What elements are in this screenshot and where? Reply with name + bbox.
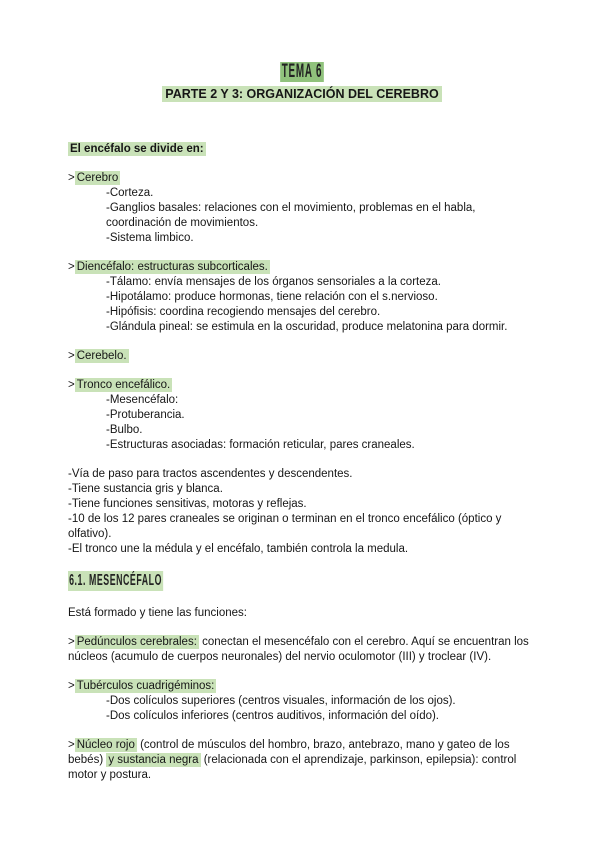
list-item: -Dos colículos inferiores (centros auditivos, información del oído).: [106, 710, 440, 722]
section-tronco: [68, 378, 536, 453]
list-item: -Dos colículos superiores (centros visuales, información de los ojos).: [106, 695, 456, 707]
intro-heading-line: [68, 142, 536, 157]
para-nucleo-text: [68, 738, 536, 783]
para-nucleo: [68, 738, 536, 783]
para-pedunculos: [68, 635, 536, 665]
section-cerebelo-label: Cerebelo.: [76, 350, 127, 362]
list-marker: >: [68, 261, 75, 273]
list-marker: >: [68, 636, 75, 648]
list-marker: >: [68, 172, 75, 184]
section-cerebro-head: [68, 171, 536, 186]
section-tronco-label: Tronco encefálico.: [76, 379, 171, 391]
section-cerebelo-head: [68, 349, 536, 364]
section-61-heading-line: [68, 571, 536, 592]
section-61-intro-block: [68, 606, 536, 621]
list-marker: >: [68, 680, 75, 692]
list-item: -Glándula pineal: se estimula en la oscuridad, produce melatonina para dormir.: [106, 321, 508, 333]
section-diencefalo-label: Diencéfalo: estructuras subcorticales.: [76, 261, 268, 273]
list-item: -Hipófisis: coordina recogiendo mensajes del cerebro.: [106, 306, 381, 318]
section-diencefalo-head: [68, 260, 536, 275]
list-marker: >: [68, 350, 75, 362]
list-item: -Bulbo.: [106, 424, 143, 436]
list-marker: >: [68, 739, 75, 751]
section-tuberculos-head: [68, 679, 536, 694]
nucleo-body-1: (control de músculos del hombro, brazo, antebrazo, mano y gateo de los bebés): [68, 739, 510, 766]
list-item: -Sistema limbico.: [106, 232, 194, 244]
note-line: -Tiene funciones sensitivas, motoras y reflejas.: [68, 498, 307, 510]
intro-heading-block: [68, 142, 536, 157]
note-line: -Tiene sustancia gris y blanca.: [68, 483, 223, 495]
doc-title-line: [68, 62, 536, 84]
note-line: -El tronco une la médula y el encéfalo, también controla la medula.: [68, 543, 409, 555]
doc-subtitle: PARTE 2 Y 3: ORGANIZACIÓN DEL CEREBRO: [162, 86, 441, 102]
section-cerebro: [68, 171, 536, 246]
section-tronco-head: [68, 378, 536, 393]
nucleo-rojo-label: Núcleo rojo: [76, 739, 135, 751]
section-cerebelo: [68, 349, 536, 364]
section-61-intro: Está formado y tiene las funciones:: [68, 607, 247, 619]
pedunculos-label: Pedúnculos cerebrales:: [76, 636, 197, 648]
list-item: -Ganglios basales: relaciones con el movimiento, problemas en el habla, coordinación de movimientos.: [106, 202, 476, 229]
list-item: -Corteza.: [106, 187, 154, 199]
list-item: -Hipotálamo: produce hormonas, tiene relación con el s.nervioso.: [106, 291, 438, 303]
list-item: -Mesencéfalo:: [106, 394, 179, 406]
tuberculos-label: Tubérculos cuadrigéminos:: [76, 680, 215, 692]
tronco-notes: [68, 467, 536, 557]
note-line: -10 de los 12 pares craneales se originan o terminan en el tronco encefálico (óptico y olfativo).: [68, 513, 502, 540]
section-tuberculos: [68, 679, 536, 724]
section-cerebro-label: Cerebro: [76, 172, 119, 184]
nucleo-body-2: (relacionada con el aprendizaje, parkinson, epilepsia): control motor y postura.: [68, 754, 517, 781]
list-item: -Estructuras asociadas: formación reticular, pares craneales.: [106, 439, 415, 451]
para-pedunculos-text: [68, 635, 536, 665]
sustancia-negra-label: y sustancia negra: [108, 754, 199, 766]
intro-heading: El encéfalo se divide en:: [70, 143, 204, 155]
pedunculos-body: conectan el mesencéfalo con el cerebro. Aquí se encuentran los núcleos (acumulo de cuerpos neuronales) del nervio oculomotor (III) y troclear (IV).: [68, 636, 529, 663]
section-diencefalo: [68, 260, 536, 335]
doc-title: TEMA 6: [281, 61, 323, 82]
section-61-heading: 6.1. MESENCÉFALO: [69, 572, 163, 589]
list-item: -Tálamo: envía mensajes de los órganos sensoriales a la corteza.: [106, 276, 441, 288]
section-61-heading-block: [68, 571, 536, 592]
list-marker: >: [68, 379, 75, 391]
doc-subtitle-line: [68, 86, 536, 104]
note-line: -Vía de paso para tractos ascendentes y descendentes.: [68, 468, 353, 480]
list-item: -Protuberancia.: [106, 409, 185, 421]
